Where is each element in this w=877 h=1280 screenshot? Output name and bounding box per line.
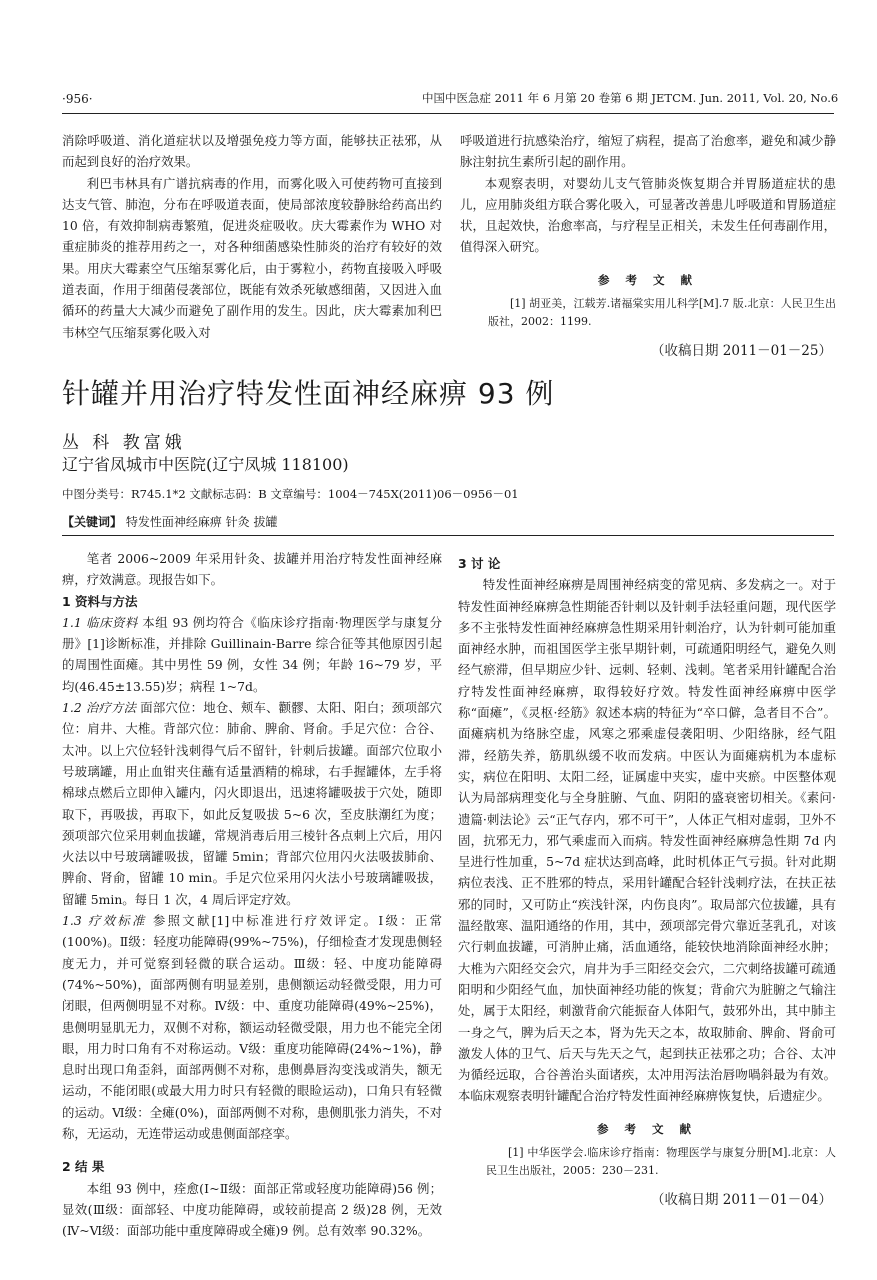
classification-line: 中图分类号：R745.1*2 文献标志码：B 文章编号：1004－745X(2011)06－0956－01 (62, 487, 519, 501)
body-text: 本组 93 例均符合《临床诊疗指南·物理医学与康复分册》[1]诊断标准，并排除 Guillinain-Barre 综合征等其他原因引起的周围性面瘫。其中男性 59 例，女性 34 例；年龄 16~79 岁，平均(46.45±13.55)岁；病程 1~7d。 (62, 614, 442, 694)
body-text: 面部穴位：地仓、颊车、颧髎、太阳、阳白；颈项部穴位：肩井、大椎。背部穴位：肺俞、脾俞、肾俞。手足穴位：合谷、太冲。以上穴位轻针浅刺得气后不留针，针刺后拔罐。面部穴位取小号玻璃罐，用止血钳夹住蘸有适量酒精的棉球，右手握罐体，左手将棉球点燃后立即伸入罐内，闪火即退出，迅速将罐吸拔于穴处，随即取下，再吸拔，再取下，如此反复吸拔 5~6 次，至皮肤潮红为度；颈项部穴位采用刺血拔罐，常规消毒后用三棱针各点刺上穴后，用闪火法以中号玻璃罐吸拔，留罐 5min；背部穴位用闪火法吸拔肺俞、脾俞、肾俞，留罐 10 min。手足穴位采用闪火法小号玻璃罐吸拔，留罐 5min。每日 1 次，4 周后评定疗效。 (62, 700, 442, 907)
body-paragraph (62, 910, 442, 1144)
subsection-label: 1.1 临床资料 (62, 614, 138, 630)
intro-paragraph: 笔者 2006~2009 年采用针灸、拔罐并用治疗特发性面神经麻痹，疗效满意。现报告如下。 (62, 551, 442, 588)
reference-item: [1] 胡亚美，江载芳.诸福棠实用儿科学[M].7 版.北京：人民卫生出版社，2002：1199. (488, 297, 836, 329)
body-paragraph: 本组 93 例中，痊愈(Ⅰ~Ⅱ级：面部正常或轻度功能障碍)56 例；显效(Ⅲ级：面部轻、中度功能障碍，或较前提高 2 级)28 例，无效(Ⅳ~Ⅵ级：面部功能中重度障碍或全瘫)9 例。总有效率 90.32%。 (62, 1180, 442, 1239)
body-paragraph: 特发性面神经麻痹是周围神经病变的常见病、多发病之一。对于特发性面神经麻痹急性期能否针刺以及针刺手法轻重问题，现代医学多不主张特发性面神经麻痹急性期采用针刺治疗，认为针刺可能加重面神经水肿，而祖国医学主张早期针刺，可疏通阳明经气，避免久则经气瘀滞，但早期应少针、远刺、轻刺、浅刺。笔者采用针罐配合治疗特发性面神经麻痹，取得较好疗效。特发性面神经麻痹中医学称“面瘫”，《灵枢·经筋》叙述本病的特征为“卒口僻，急者目不合”。面瘫病机为络脉空虚，风寒之邪乘虚侵袭阳明、少阳络脉，经气阻滞，经筋失养，筋肌纵缓不收而发病。中医认为面瘫病机为本虚标实，病位在阳明、太阳二经，证属虚中夹实，虚中夹瘀。中医整体观认为局部病理变化与全身脏腑、气血、阴阳的盛衰密切相关。《素问·遗篇·刺法论》云“正气存内，邪不可干”，人体正气相对虚弱，卫外不固，抗邪无力，邪气乘虚而入而病。特发性面神经麻痹急性期 7d 内呈进行性加重，5~7d 症状达到高峰，此时机体正气亏损。针对此期病位表浅、正不胜邪的特点，采用针罐配合轻针浅刺疗法，在扶正祛邪的同时，又可防止“疾浅针深，内伤良肉”。取局部穴位拔罐，具有温经散寒、温阳通络的作用，其中，颈项部完骨穴靠近茎乳孔，对该穴行刺血拔罐，可消肿止痛，活血通络，能较快地消除面神经水肿；大椎为六阳经交会穴，肩井为手三阳经交会穴，二穴刺络拔罐可疏通阳明和少阳经气血，加快面神经功能的恢复；背俞穴为脏腑之气输注处，属于太阳经，刺激背俞穴能振奋人体阳气，鼓邪外出，其中肺主一身之气，脾为后天之本，肾为先天之本，故取肺俞、脾俞、肾俞可激发人体的卫气、后天与先天之气，起到扶正祛邪之功；合谷、太冲为循经远取，合谷善治头面诸疾，太冲用泻法治唇吻喎斜最为有效。本临床观察表明针罐配合治疗特发性面神经麻痹恢复快，后遗症少。 (458, 577, 836, 1104)
prev-article-right-column (460, 130, 836, 362)
references-heading: 参 考 文 献 (596, 1121, 697, 1136)
subsection-label: 1.2 治疗方法 (62, 700, 137, 716)
section-heading: 2 结 果 (62, 1159, 105, 1175)
prev-paragraph: 利巴韦林具有广谱抗病毒的作用，而雾化吸入可使药物可直接到达支气管、肺泡，分布在呼吸道表面，使局部浓度较静脉给药高出约 10 倍，有效抑制病毒繁殖，促进炎症吸收。庆大霉素作为 WHO 对重症肺炎的推荐用药之一，对各种细菌感染性肺炎的治疗有较好的效果。用庆大霉素空气压缩泵雾化后，由于雾粒小，药物直接吸入呼吸道表面，作用于细菌侵袭部位，既能有效杀死敏感细菌，又因进入血循环的药量大大减少而避免了副作用的发生。因此，庆大霉素加利巴韦林空气压缩泵雾化吸入对 (62, 175, 442, 340)
article-right-column (458, 553, 836, 1211)
section-heading: 3 讨 论 (458, 556, 501, 571)
body-paragraph (62, 697, 442, 910)
keywords-rule (62, 535, 834, 536)
article-title: 针罐并用治疗特发性面神经麻痹 93 例 (62, 377, 555, 410)
prev-paragraph: 消除呼吸道、消化道症状以及增强免疫力等方面，能够扶正祛邪，从而起到良好的治疗效果。 (62, 133, 442, 170)
body-paragraph (62, 612, 442, 697)
article-authors: 丛 科 教富娥 (62, 433, 186, 453)
section-heading: 1 资料与方法 (62, 593, 138, 609)
header-rule (62, 113, 834, 114)
prev-paragraph: 本观察表明，对婴幼儿支气管肺炎恢复期合并胃肠道症状的患儿，应用肺炎组方联合雾化吸入，可显著改善患儿呼吸道和胃肠道症状，且起效快，治愈率高，与疗程呈正相关，未发生任何毒副作用，值得深入研究。 (460, 175, 836, 255)
page-number: ·956· (62, 92, 93, 106)
article-left-column (62, 548, 442, 1242)
keywords-label: 【关键词】 (62, 515, 123, 529)
journal-header: 中国中医急症 2011 年 6 月第 20 卷第 6 期 JETCM. Jun. 2011, Vol. 20, No.6 (422, 91, 839, 105)
references-heading: 参 考 文 献 (597, 272, 698, 287)
body-text: 参照文献[1]中标准进行疗效评定。Ⅰ级：正常(100%)。Ⅱ级：轻度功能障碍(99%~75%)，仔细检查才发现患侧轻度无力，并可觉察到轻微的联合运动。Ⅲ级：轻、中度功能障碍(74%~50%)，面部两侧有明显差别，患侧额运动轻微受限，用力可闭眼，但两侧明显不对称。Ⅳ级：中、重度功能障碍(49%~25%)，患侧明显肌无力，双侧不对称，额运动轻微受限，用力也不能完全闭眼，用力时口角有不对称运动。Ⅴ级：重度功能障碍(24%~1%)，静息时出现口角歪斜，面部两侧不对称，患侧鼻唇沟变浅或消失，额无运动，不能闭眼(或最大用力时只有轻微的眼睑运动)，口角只有轻微的运动。Ⅵ级：全瘫(0%)，面部两侧不对称，患侧肌张力消失，不对称，无运动，无连带运动或患侧面部痉挛。 (62, 913, 442, 1142)
article-affiliation: 辽宁省凤城市中医院(辽宁凤城 118100) (62, 455, 349, 474)
keywords-text: 特发性面神经麻痹 针灸 拔罐 (125, 515, 278, 529)
prev-article-left-column (62, 130, 442, 343)
reference-item: [1] 中华医学会.临床诊疗指南：物理医学与康复分册[M].北京：人民卫生出版社，2005：230－231. (486, 1146, 836, 1178)
subsection-label: 1.3 疗效标准 (62, 913, 147, 929)
keywords-line (62, 513, 277, 530)
prev-paragraph: 呼吸道进行抗感染治疗，缩短了病程，提高了治愈率，避免和减少静脉注射抗生素所引起的副作用。 (460, 133, 836, 170)
received-date: （收稿日期 2011－01－25） (650, 343, 832, 360)
received-date: （收稿日期 2011－01－04） (650, 1192, 832, 1209)
